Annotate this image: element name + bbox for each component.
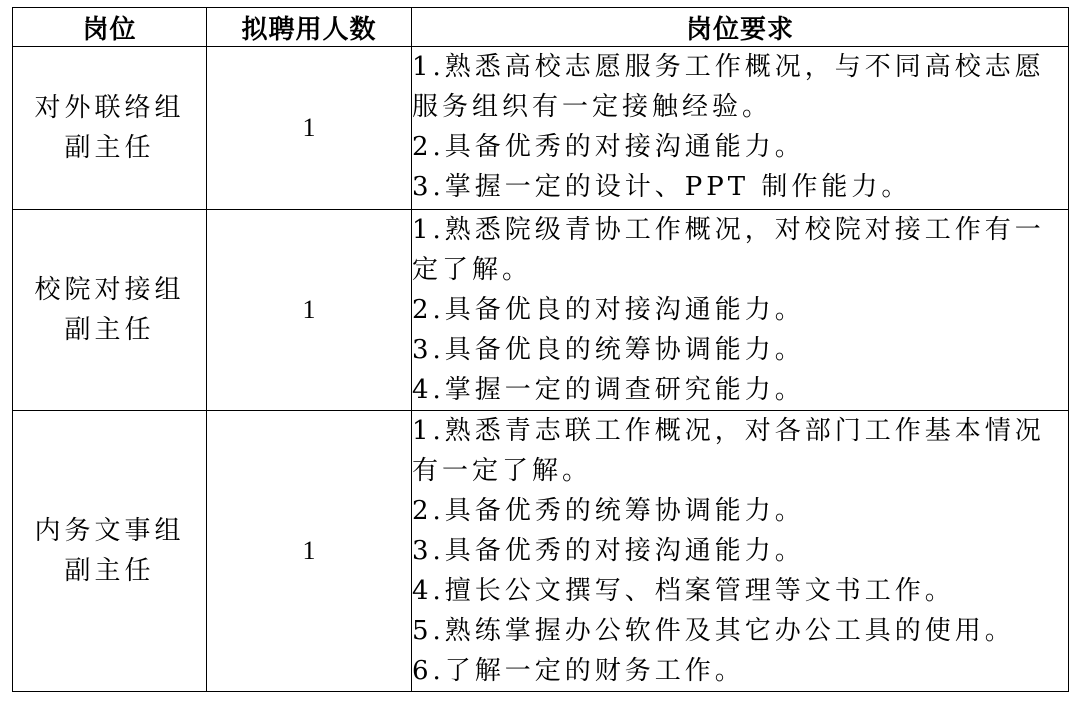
requirements-cell (412, 411, 1069, 692)
requirement-line: 3.掌握一定的设计、PPT 制作能力。 (412, 172, 912, 202)
count-cell: 1 (207, 47, 412, 210)
position-line: 副主任 (64, 315, 155, 345)
position-cell (13, 47, 207, 210)
requirement-line: 3.具备优秀的对接沟通能力。 (412, 536, 805, 566)
requirement-line: 2.具备优秀的对接沟通能力。 (412, 132, 805, 162)
requirement-line: 1.熟悉院级青协工作概况，对校院对接工作有一 (412, 215, 1045, 245)
header-row (13, 8, 1069, 47)
requirement-line: 2.具备优秀的统筹协调能力。 (412, 496, 805, 526)
table-row (13, 210, 1069, 411)
header-count: 拟聘用人数 (207, 8, 412, 47)
position-line: 内务文事组 (34, 516, 185, 546)
position-line: 副主任 (64, 556, 155, 586)
header-position: 岗位 (13, 8, 207, 47)
requirement-line: 4.掌握一定的调查研究能力。 (412, 375, 805, 405)
requirement-line: 有一定了解。 (412, 456, 593, 486)
requirement-line: 1.熟悉青志联工作概况，对各部门工作基本情况 (412, 416, 1045, 446)
count-cell: 1 (207, 411, 412, 692)
requirement-line: 定了解。 (412, 255, 533, 285)
requirement-line: 3.具备优良的统筹协调能力。 (412, 335, 805, 365)
header-requirements: 岗位要求 (412, 8, 1069, 47)
position-cell (13, 411, 207, 692)
requirement-line: 服务组织有一定接触经验。 (412, 92, 773, 122)
requirements-cell (412, 210, 1069, 411)
position-line: 副主任 (64, 133, 155, 163)
position-cell (13, 210, 207, 411)
count-cell: 1 (207, 210, 412, 411)
table-row (13, 411, 1069, 692)
requirement-line: 5.熟练掌握办公软件及其它办公工具的使用。 (412, 616, 1015, 646)
position-line: 校院对接组 (34, 275, 185, 305)
requirement-line: 4.擅长公文撰写、档案管理等文书工作。 (412, 576, 955, 606)
table-row (13, 47, 1069, 210)
requirement-line: 6.了解一定的财务工作。 (412, 656, 745, 686)
position-line: 对外联络组 (34, 93, 185, 123)
requirement-line: 1.熟悉高校志愿服务工作概况，与不同高校志愿 (412, 52, 1045, 82)
recruitment-table (12, 7, 1069, 692)
requirements-cell (412, 47, 1069, 210)
requirement-line: 2.具备优良的对接沟通能力。 (412, 295, 805, 325)
